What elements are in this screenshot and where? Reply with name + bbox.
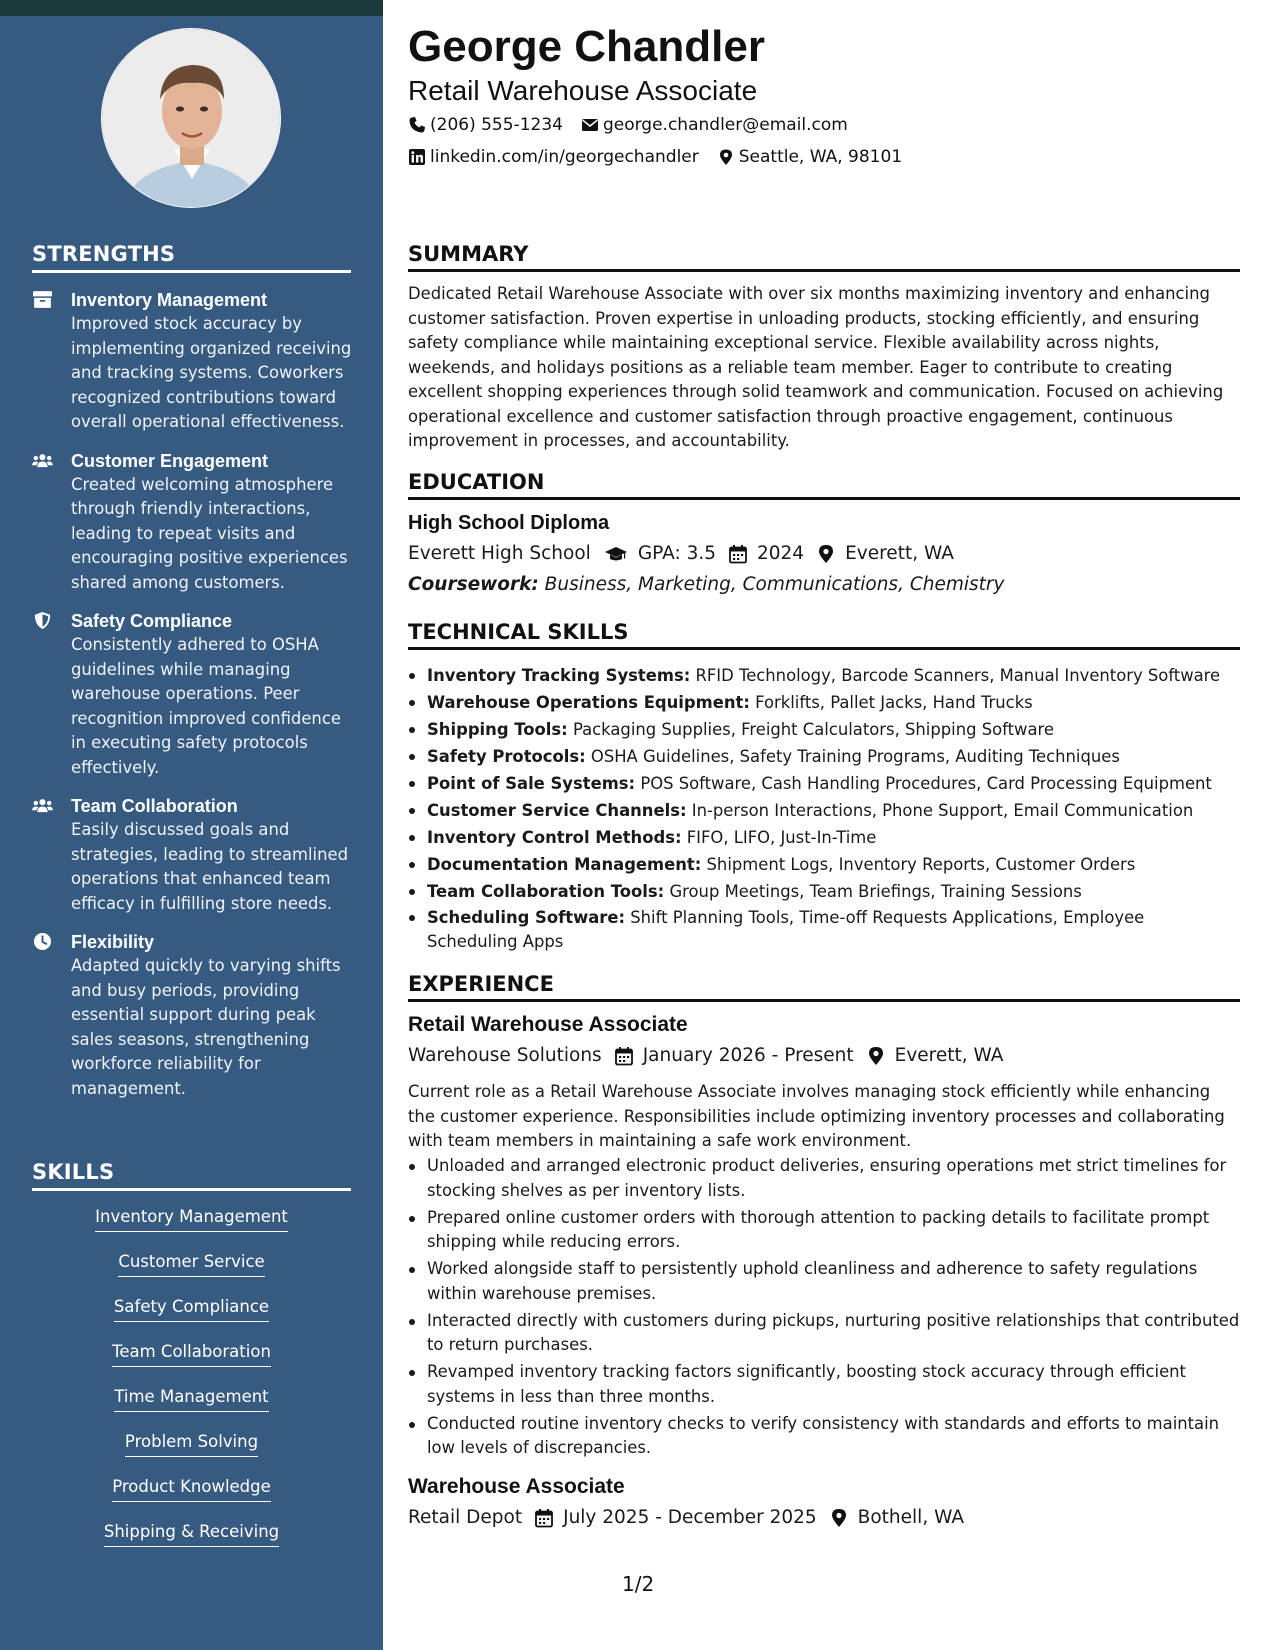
skill-category: Documentation Management:	[427, 855, 702, 874]
strength-title: Team Collaboration	[71, 796, 238, 816]
job-company	[408, 1045, 602, 1066]
skill-label: Customer Service	[118, 1250, 264, 1277]
list-item: Revamped inventory tracking factors significantly, boosting stock accuracy through efficient systems in less than three months.	[408, 1360, 1240, 1409]
education-degree: High School Diploma	[408, 512, 610, 534]
strength-description: Easily discussed goals and strategies, leading to streamlined operations that enhanced team efficacy in fulfilling store needs.	[71, 820, 348, 913]
map-pin-icon	[717, 148, 735, 166]
users-icon	[32, 794, 71, 916]
list-item	[408, 743, 1240, 770]
profile-photo	[102, 29, 281, 208]
list-item: Interacted directly with customers during pickups, nurturing positive relationships that contributed to return purchases.	[408, 1309, 1240, 1358]
list-item	[408, 797, 1240, 824]
list-item	[408, 878, 1240, 905]
email-link[interactable]: george.chandler@email.com	[602, 115, 848, 135]
skill-values: Group Meetings, Team Briefings, Training Sessions	[669, 882, 1082, 901]
skill-item	[32, 1205, 351, 1250]
skill-label: Inventory Management	[95, 1205, 288, 1232]
skill-category: Inventory Tracking Systems:	[427, 666, 691, 685]
contact-row	[408, 147, 920, 167]
education-school	[408, 543, 591, 564]
skill-category: Inventory Control Methods:	[427, 828, 682, 847]
company-name: Warehouse Solutions	[408, 1045, 602, 1066]
education-meta	[408, 543, 966, 564]
year-text: 2024	[757, 543, 805, 564]
skill-category: Shipping Tools:	[427, 720, 568, 739]
contact-row	[408, 115, 866, 135]
envelope-icon	[581, 116, 599, 134]
coursework	[408, 574, 1004, 595]
location-text: Seattle, WA, 98101	[738, 147, 903, 167]
skill-category: Safety Protocols:	[427, 747, 586, 766]
education-heading: EDUCATION	[408, 470, 1240, 500]
summary-heading: SUMMARY	[408, 242, 1240, 272]
strengths-list	[32, 288, 362, 1115]
coursework-label: Coursework:	[408, 574, 539, 595]
map-pin-icon	[829, 1508, 849, 1528]
skill-values: POS Software, Cash Handling Procedures, Card Processing Equipment	[640, 774, 1212, 793]
strength-title: Flexibility	[71, 932, 155, 952]
skill-item	[32, 1430, 351, 1475]
job-location	[866, 1045, 1004, 1066]
skill-item	[32, 1340, 351, 1385]
skill-item	[32, 1475, 351, 1520]
summary-text: Dedicated Retail Warehouse Associate with over six months maximizing inventory and enhancing customer satisfaction. Proven expertise in unloading products, stocking efficiently, and ensuring safety compliance while maintaining exceptional service. Flexible availability across nights, weekends, and holidays positions as a reliable team member. Eager to contribute to creating excellent shopping experiences through solid teamwork and communication. Focused on achieving operational excellence and customer satisfaction through proactive engagement, continuous improvement in processes, and accountability.	[408, 284, 1224, 450]
education-location	[816, 543, 954, 564]
sidebar-top-bar	[0, 0, 383, 16]
technical-skills-list	[408, 662, 1240, 954]
strength-description: Adapted quickly to varying shifts and busy periods, providing essential support during peak sales seasons, strengthening workforce reliability for management.	[71, 956, 341, 1098]
skill-values: In-person Interactions, Phone Support, Email Communication	[691, 801, 1194, 820]
avatar	[101, 28, 281, 208]
calendar-icon	[728, 544, 748, 564]
education-year	[728, 543, 804, 564]
skill-label: Team Collaboration	[112, 1340, 271, 1367]
contact-phone	[408, 115, 563, 135]
skill-category: Customer Service Channels:	[427, 801, 687, 820]
skill-values: OSHA Guidelines, Safety Training Programs, Auditing Techniques	[590, 747, 1120, 766]
map-pin-icon	[816, 544, 836, 564]
skill-category: Team Collaboration Tools:	[427, 882, 665, 901]
linkedin-icon	[408, 148, 426, 166]
strength-description: Created welcoming atmosphere through friendly interactions, leading to repeat visits and encouraging positive experiences shared among customers.	[71, 474, 348, 592]
job-dates-text: July 2025 - December 2025	[563, 1507, 817, 1528]
calendar-icon	[534, 1508, 554, 1528]
skills-list	[32, 1205, 351, 1565]
skill-category: Scheduling Software:	[427, 908, 626, 927]
clock-icon	[32, 930, 71, 1101]
list-item: Unloaded and arranged electronic product deliveries, ensuring operations met strict timelines for stocking shelves as per inventory lists.	[408, 1154, 1240, 1203]
skill-values: RFID Technology, Barcode Scanners, Manual Inventory Software	[695, 666, 1221, 685]
skill-label: Safety Compliance	[114, 1295, 269, 1322]
job-description: Current role as a Retail Warehouse Associate involves managing stock efficiently while enhancing the customer experience. Responsibilities include optimizing inventory processes and collaborating with team members in maintaining a safe work environment.	[408, 1082, 1225, 1150]
strength-description: Improved stock accuracy by implementing organized receiving and tracking systems. Coworkers recognized contributions toward overall operational effectiveness.	[71, 314, 352, 431]
skill-category: Warehouse Operations Equipment:	[427, 693, 750, 712]
job-meta	[408, 1045, 1015, 1066]
skill-label: Shipping & Receiving	[104, 1520, 279, 1547]
skill-item	[32, 1250, 351, 1295]
job-company	[408, 1507, 522, 1528]
page-number: 1/2	[622, 1572, 655, 1596]
phone-icon	[408, 116, 426, 134]
skill-label: Time Management	[114, 1385, 268, 1412]
list-item	[408, 905, 1240, 954]
list-item	[408, 716, 1240, 743]
list-item	[408, 689, 1240, 716]
list-item	[408, 662, 1240, 689]
strength-item	[32, 449, 362, 596]
company-name: Retail Depot	[408, 1507, 523, 1528]
strengths-heading: STRENGTHS	[32, 242, 351, 273]
skill-values: Packaging Supplies, Freight Calculators, Shipping Software	[572, 720, 1054, 739]
skill-category: Point of Sale Systems:	[427, 774, 636, 793]
job-dates	[614, 1045, 854, 1066]
list-item: Conducted routine inventory checks to verify consistency with standards and efforts to maintain low levels of discrepancies.	[408, 1412, 1240, 1461]
job-location-text: Bothell, WA	[857, 1507, 965, 1528]
job-title: Warehouse Associate	[408, 1475, 625, 1498]
users-icon	[32, 449, 71, 596]
strength-item	[32, 930, 362, 1101]
skill-item	[32, 1295, 351, 1340]
strength-item	[32, 794, 362, 916]
list-item	[408, 770, 1240, 797]
shield-icon	[32, 609, 71, 780]
strength-item	[32, 609, 362, 780]
skill-label: Product Knowledge	[112, 1475, 271, 1502]
strength-item	[32, 288, 362, 435]
strength-description: Consistently adhered to OSHA guidelines while managing warehouse operations. Peer recognition improved confidence in executing safety protocols effectively.	[71, 635, 341, 777]
skill-label: Problem Solving	[125, 1430, 258, 1457]
skill-item	[32, 1520, 351, 1565]
list-item: Prepared online customer orders with thorough attention to packing details to facilitate prompt shipping while reducing errors.	[408, 1206, 1240, 1255]
experience-heading: EXPERIENCE	[408, 972, 1240, 1002]
list-item	[408, 851, 1240, 878]
list-item	[408, 824, 1240, 851]
technical-skills-heading: TECHNICAL SKILLS	[408, 620, 1240, 650]
job-dates	[534, 1507, 817, 1528]
education-gpa	[603, 543, 716, 564]
coursework-list: Business, Marketing, Communications, Chemistry	[544, 574, 1005, 595]
job-bullets	[408, 1154, 1240, 1463]
skill-values: Shipment Logs, Inventory Reports, Customer Orders	[706, 855, 1136, 874]
job-dates-text: January 2026 - Present	[642, 1045, 854, 1066]
phone-text: (206) 555-1234	[430, 115, 563, 135]
linkedin-link[interactable]: linkedin.com/in/georgechandler	[430, 147, 699, 167]
contact-email[interactable]	[581, 115, 848, 135]
job-location	[829, 1507, 964, 1528]
candidate-name: George Chandler	[408, 22, 765, 71]
skill-item	[32, 1385, 351, 1430]
graduation-cap-icon	[603, 544, 629, 564]
candidate-title: Retail Warehouse Associate	[408, 75, 758, 106]
school-name: Everett High School	[408, 543, 591, 564]
box-icon	[32, 288, 71, 435]
job-meta	[408, 1507, 976, 1528]
job-title: Retail Warehouse Associate	[408, 1013, 688, 1036]
job-location-text: Everett, WA	[894, 1045, 1004, 1066]
strength-title: Customer Engagement	[71, 450, 269, 471]
calendar-icon	[614, 1046, 634, 1066]
skill-values: FIFO, LIFO, Just-In-Time	[686, 828, 877, 847]
strength-title: Inventory Management	[71, 290, 268, 310]
gpa-text: GPA: 3.5	[637, 543, 716, 564]
skill-values: Shift Planning Tools, Time-off Requests Applications, Employee Scheduling Apps	[427, 908, 1145, 951]
map-pin-icon	[866, 1046, 886, 1066]
strength-title: Safety Compliance	[71, 611, 233, 631]
list-item: Worked alongside staff to persistently uphold cleanliness and adherence to safety regulations within warehouse premises.	[408, 1257, 1240, 1306]
contact-linkedin[interactable]	[408, 147, 699, 167]
sidebar	[0, 0, 383, 1650]
skill-values: Forklifts, Pallet Jacks, Hand Trucks	[755, 693, 1033, 712]
education-location-text: Everett, WA	[845, 543, 954, 564]
skills-heading: SKILLS	[32, 1160, 351, 1191]
contact-location	[717, 147, 902, 167]
